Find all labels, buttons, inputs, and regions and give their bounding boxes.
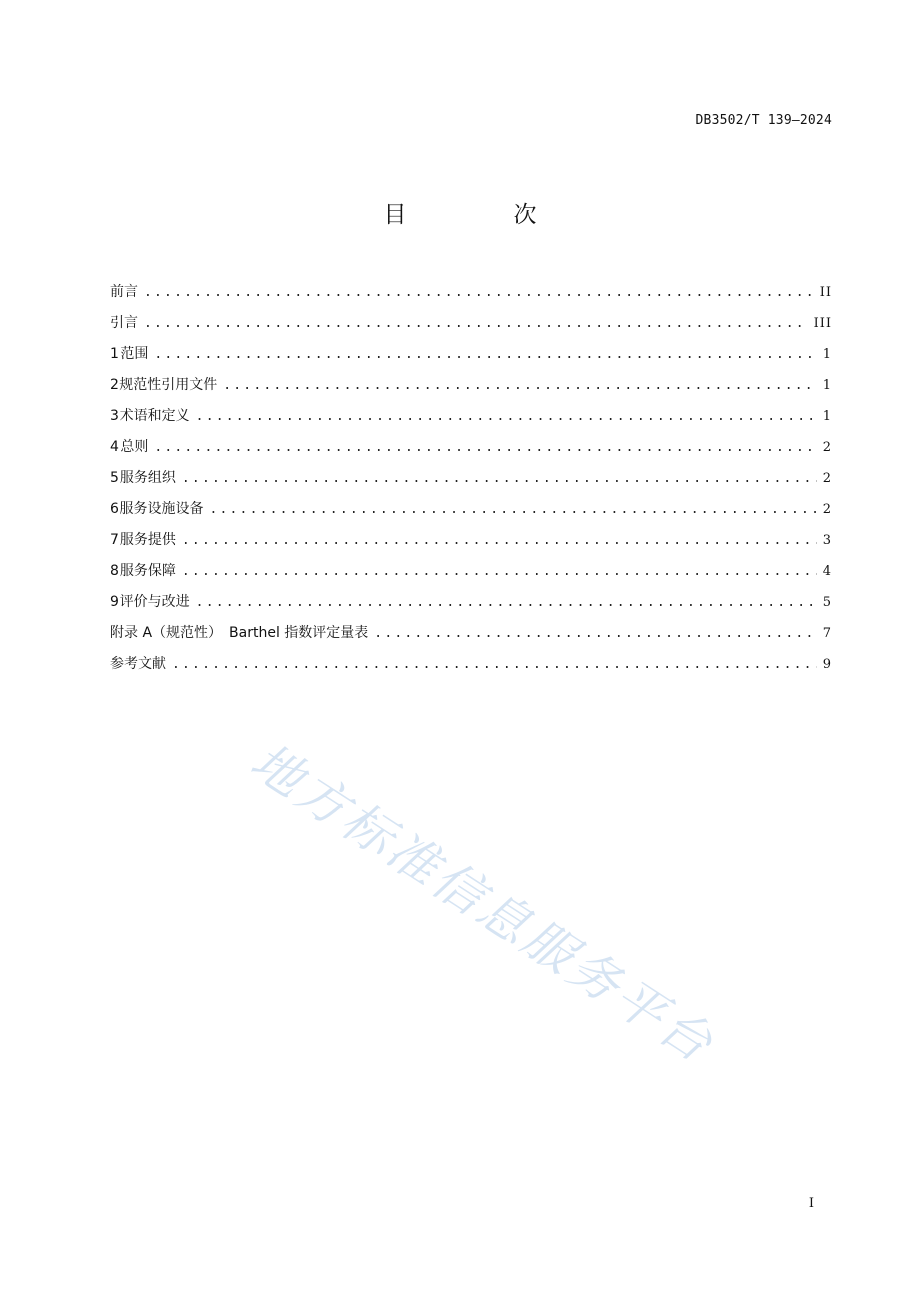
- watermark: 地方标准信息服务平台: [240, 731, 726, 1075]
- toc-leader-dots: [182, 533, 817, 548]
- toc-entry-page: 3: [822, 533, 832, 548]
- toc-entry-label: 附录 A（规范性） Barthel 指数评定量表: [110, 625, 369, 641]
- toc-entry-service-organization[interactable]: [110, 467, 832, 498]
- toc-entry-scope[interactable]: [110, 343, 832, 374]
- toc-entry-evaluation-improvement[interactable]: [110, 591, 832, 622]
- toc-entry-label: 术语和定义: [119, 408, 190, 424]
- toc-entry-number: 2: [110, 377, 119, 393]
- toc-entry-label: 引言: [110, 315, 138, 331]
- toc-entry-foreword[interactable]: [110, 281, 832, 312]
- toc-leader-dots: [154, 347, 816, 362]
- toc-entry-page: 2: [822, 502, 832, 517]
- toc-entry-label: 服务设施设备: [119, 501, 204, 517]
- toc-leader-dots: [196, 409, 817, 424]
- toc-entry-service-provision[interactable]: [110, 529, 832, 560]
- toc-entry-service-facilities[interactable]: [110, 498, 832, 529]
- toc-entry-page: 4: [822, 564, 832, 579]
- toc-entry-label: 服务组织: [119, 470, 176, 486]
- toc-entry-page: III: [813, 316, 832, 331]
- toc-list: [110, 281, 832, 684]
- toc-entry-service-guarantee[interactable]: [110, 560, 832, 591]
- toc-entry-number: 7: [110, 532, 119, 548]
- toc-leader-dots: [196, 595, 817, 610]
- toc-leader-dots: [172, 657, 817, 672]
- toc-leader-dots: [144, 285, 814, 300]
- toc-entry-label: 前言: [110, 284, 138, 300]
- toc-entry-bibliography[interactable]: [110, 653, 832, 684]
- toc-leader-dots: [144, 316, 808, 331]
- toc-leader-dots: [209, 502, 816, 517]
- toc-entry-label: 规范性引用文件: [119, 377, 218, 393]
- toc-leader-dots: [182, 471, 817, 486]
- toc-entry-number: 8: [110, 563, 119, 579]
- toc-entry-number: 6: [110, 501, 119, 517]
- toc-entry-number: 1: [110, 346, 119, 362]
- toc-entry-label: 服务提供: [119, 532, 176, 548]
- toc-entry-number: 5: [110, 470, 119, 486]
- document-code: DB3502/T 139—2024: [695, 113, 832, 128]
- toc-leader-dots: [182, 564, 817, 579]
- toc-entry-page: 9: [822, 657, 832, 672]
- toc-entry-appendix-a[interactable]: [110, 622, 832, 653]
- toc-entry-general-principles[interactable]: [110, 436, 832, 467]
- toc-entry-page: 2: [822, 471, 832, 486]
- toc-entry-page: 1: [822, 378, 832, 393]
- toc-entry-label: 范围: [120, 346, 149, 362]
- toc-leader-dots: [374, 626, 816, 641]
- toc-entry-page: 1: [822, 347, 832, 362]
- toc-entry-number: 9: [110, 594, 119, 610]
- toc-entry-label: 评价与改进: [119, 594, 190, 610]
- toc-title: 目 次: [383, 202, 579, 228]
- toc-entry-page: 5: [822, 595, 832, 610]
- toc-entry-number: 4: [110, 439, 119, 455]
- toc-entry-number: 3: [110, 408, 119, 424]
- page-number: I: [808, 1196, 814, 1211]
- toc-entry-page: 7: [822, 626, 832, 641]
- toc-entry-introduction[interactable]: [110, 312, 832, 343]
- toc-entry-label: 总则: [120, 439, 149, 455]
- toc-entry-page: II: [819, 285, 832, 300]
- toc-entry-terms-definitions[interactable]: [110, 405, 832, 436]
- toc-entry-page: 1: [822, 409, 832, 424]
- toc-entry-label: 服务保障: [119, 563, 176, 579]
- toc-entry-normative-references[interactable]: [110, 374, 832, 405]
- toc-entry-label: 参考文献: [110, 656, 166, 672]
- toc-entry-page: 2: [822, 440, 832, 455]
- toc-leader-dots: [223, 378, 816, 393]
- toc-leader-dots: [154, 440, 816, 455]
